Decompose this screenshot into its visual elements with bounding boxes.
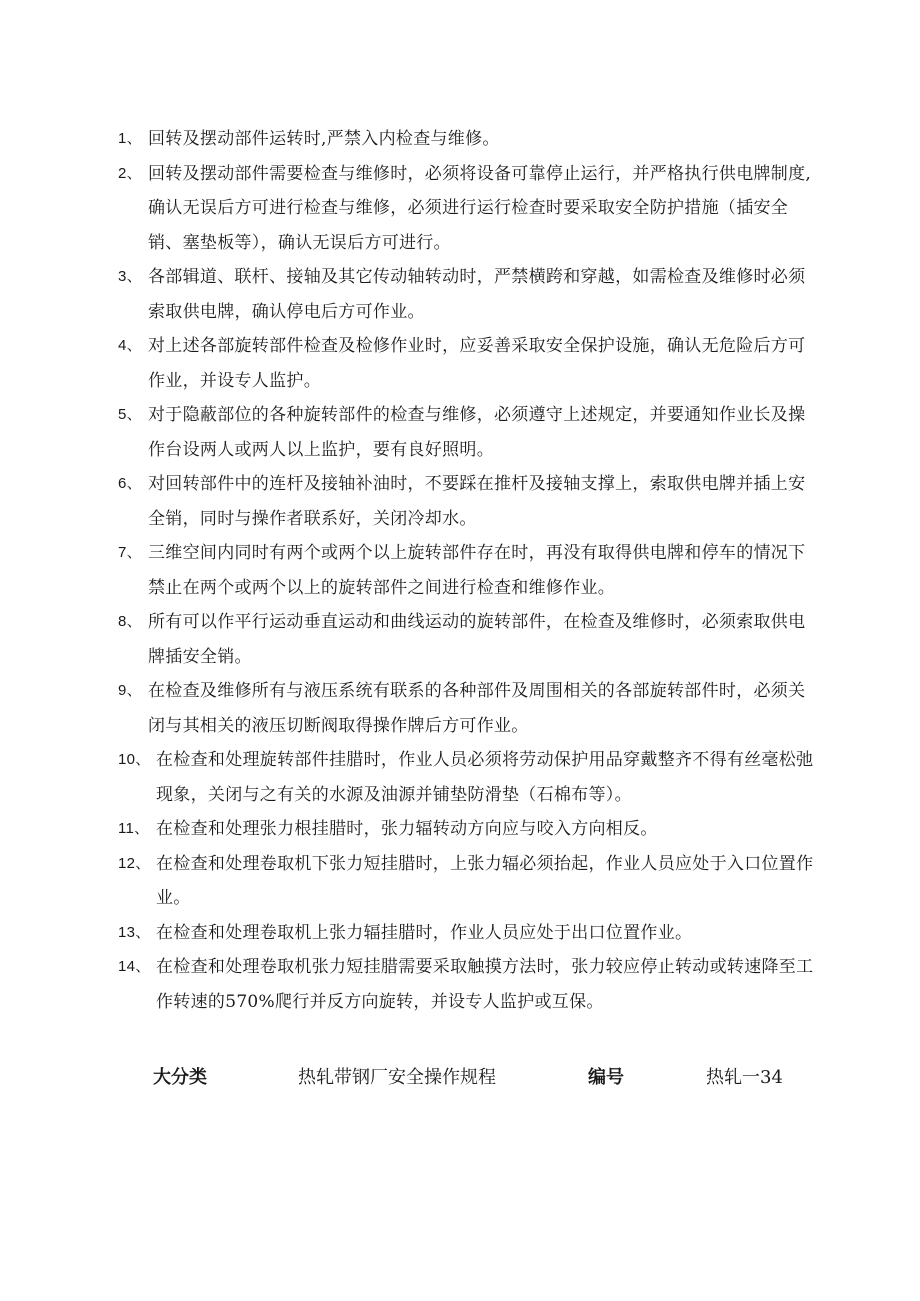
rule-text: 在检查和处理张力根挂腊时，张力辐转动方向应与咬入方向相反。	[156, 819, 658, 839]
rule-text: 在检查及维修所有与液压系统有联系的各种部件及周围相关的各部旋转部件时，必须关闭与其相关的液压切断阀取得操作牌后方可作业。	[148, 681, 806, 736]
rule-item-13	[118, 916, 818, 951]
rule-number: 7、	[118, 544, 142, 561]
rule-number: 13、	[118, 923, 151, 941]
rule-item-7	[118, 536, 818, 605]
rule-text: 在检查和处理卷取机张力短挂腊需要采取触摸方法时，张力较应停止转动或转速降至工作转速的570%爬行并反方向旋转，并设专人监护或互保。	[156, 957, 814, 1012]
rule-item-3	[118, 260, 818, 329]
rule-item-10	[118, 743, 818, 812]
rule-number: 4、	[118, 337, 142, 354]
rule-text: 所有可以作平行运动垂直运动和曲线运动的旋转部件，在检查及维修时，必须索取供电牌插安全销。	[148, 612, 806, 667]
rule-number: 14、	[118, 958, 151, 975]
rule-item-14	[118, 950, 818, 1019]
rule-item-8	[118, 605, 818, 674]
rule-item-11	[118, 812, 818, 847]
code-label: 编号	[588, 1067, 624, 1088]
rule-number: 6、	[118, 475, 142, 492]
category-value: 热轧带钢厂安全操作规程	[298, 1067, 496, 1088]
rule-item-12	[118, 847, 818, 916]
rule-number: 11、	[118, 820, 150, 837]
rule-item-9	[118, 674, 818, 743]
document-footer	[0, 1063, 920, 1093]
rule-item-4	[118, 329, 818, 398]
rule-item-2	[118, 157, 818, 261]
rule-item-6	[118, 467, 818, 536]
rule-number: 9、	[118, 682, 142, 699]
rules-list	[118, 122, 818, 1019]
rule-text: 回转及摆动部件需要检查与维修时，必须将设备可靠停止运行，并严格执行供电牌制度,确认无误后方可进行检查与维修，必须进行运行检查时要采取安全防护措施（插安全销、塞垫板等），确认无误后方可进行。	[148, 163, 812, 253]
rule-number: 2、	[118, 164, 142, 182]
rule-number: 5、	[118, 406, 142, 423]
rule-text: 对于隐蔽部位的各种旋转部件的检查与维修，必须遵守上述规定，并要通知作业长及操作台设两人或两人以上监护，要有良好照明。	[148, 405, 806, 460]
rule-number: 1、	[118, 130, 142, 147]
rule-text: 对上述各部旋转部件检查及检修作业时，应妥善采取安全保护设施，确认无危险后方可作业，并设专人监护。	[148, 336, 806, 391]
rule-text: 三维空间内同时有两个或两个以上旋转部件存在时，再没有取得供电牌和停车的情况下禁止在两个或两个以上的旋转部件之间进行检查和维修作业。	[148, 543, 806, 598]
rule-text: 在检查和处理卷取机下张力短挂腊时，上张力辐必须抬起，作业人员应处于入口位置作业。	[156, 853, 814, 908]
rule-text: 在检查和处理卷取机上张力辐挂腊时，作业人员应处于出口位置作业。	[156, 922, 693, 943]
rule-number: 10、	[118, 751, 151, 768]
rule-item-1	[118, 122, 818, 157]
rule-text: 在检查和处理旋转部件挂腊时，作业人员必须将劳动保护用品穿戴整齐不得有丝毫松弛现象，关闭与之有关的水源及油源并铺垫防滑垫（石棉布等）。	[156, 750, 814, 805]
rule-text: 各部辑道、联杆、接轴及其它传动轴转动时，严禁横跨和穿越，如需检查及维修时必须索取供电牌，确认停电后方可作业。	[148, 267, 806, 322]
category-label: 大分类	[153, 1067, 207, 1088]
rule-number: 3、	[118, 268, 142, 285]
rule-item-5	[118, 398, 818, 467]
rule-text: 回转及摆动部件运转时,严禁入内检查与维修。	[148, 129, 500, 149]
code-value: 热轧一34	[706, 1067, 783, 1088]
rule-text: 对回转部件中的连杆及接轴补油时，不要踩在推杆及接轴支撑上，索取供电牌并插上安全销，同时与操作者联系好，关闭冷却水。	[148, 474, 806, 529]
rule-number: 12、	[118, 854, 151, 872]
rule-number: 8、	[118, 613, 142, 630]
